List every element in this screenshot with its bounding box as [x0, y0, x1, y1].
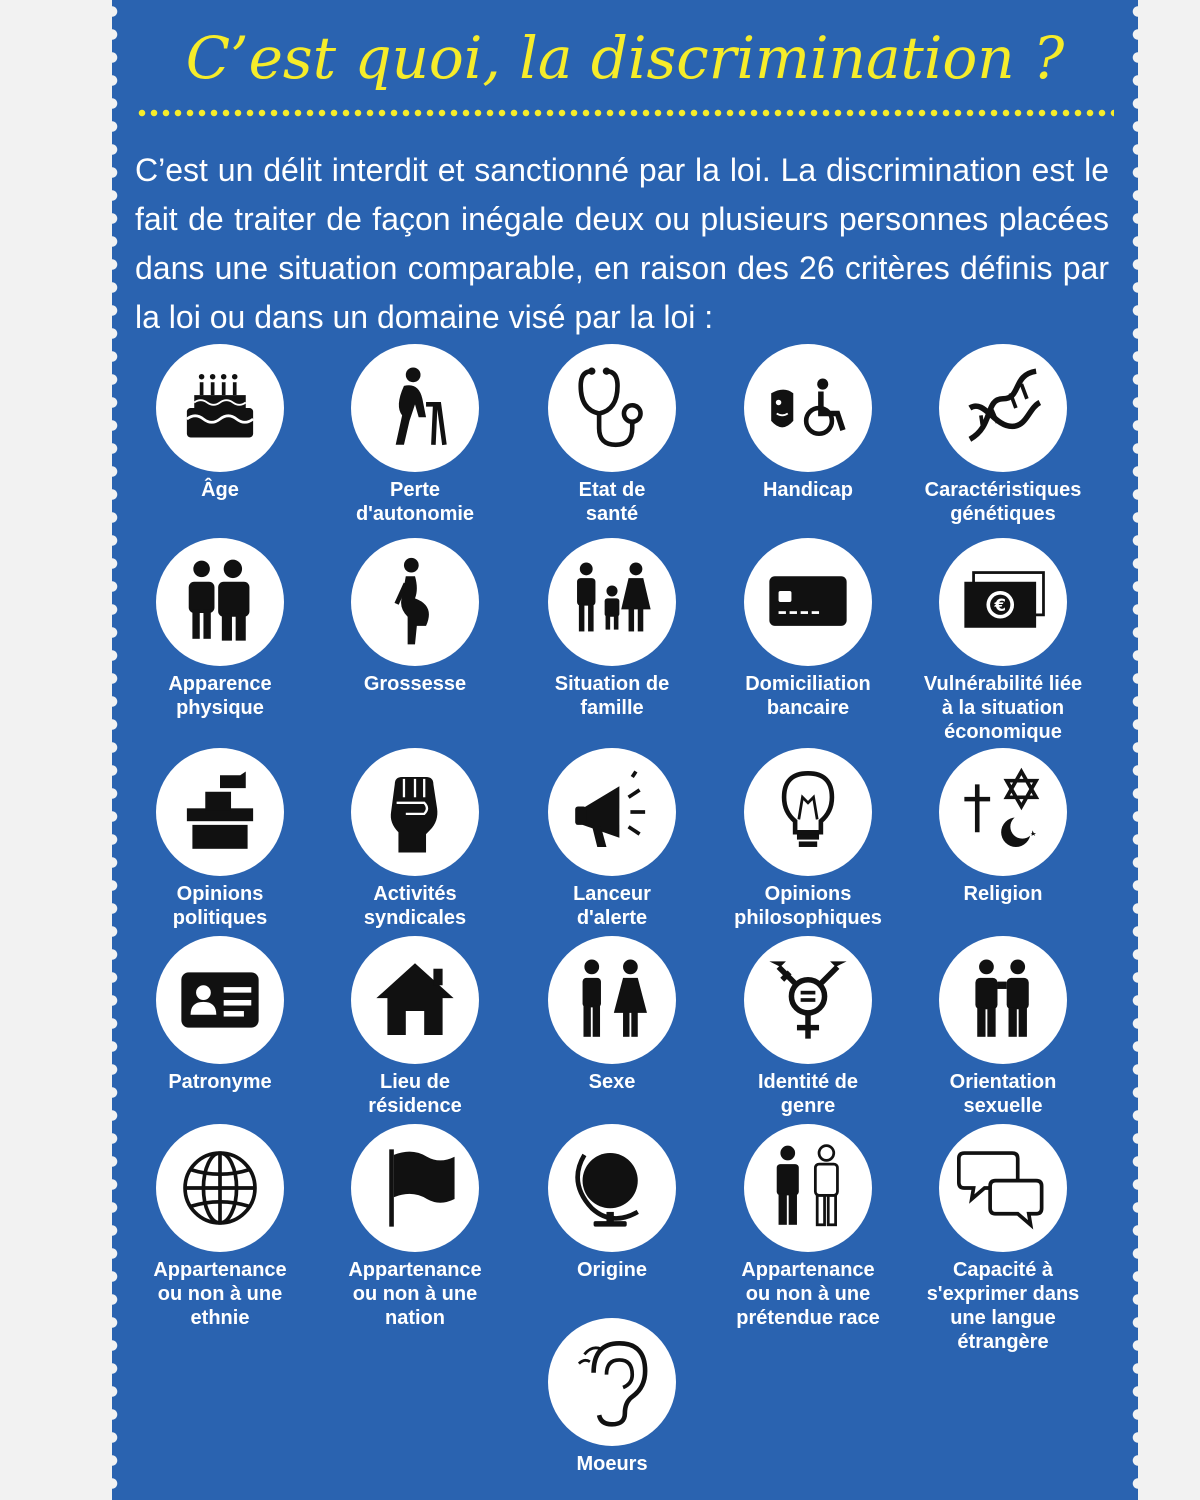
criterion-item: [908, 538, 1098, 744]
criterion-label: Religion: [963, 883, 1043, 905]
criterion-label: Vulnérabilité liée à la situation économique: [923, 673, 1083, 743]
criterion-item: [908, 344, 1098, 526]
pregnant-woman-icon: [351, 538, 479, 666]
criterion-item: [517, 1318, 707, 1476]
criterion-label: Apparence physique: [168, 673, 272, 719]
perforated-edge-right: [1131, 0, 1145, 1500]
criterion-item: [908, 1124, 1098, 1354]
house-icon: [351, 936, 479, 1064]
criterion-item: [713, 344, 903, 502]
raised-fist-icon: [351, 748, 479, 876]
dna-icon: [939, 344, 1067, 472]
criterion-label: Situation de famille: [554, 673, 670, 719]
criterion-item: [125, 1124, 315, 1330]
criterion-item: [517, 1124, 707, 1282]
criterion-item: [320, 538, 510, 696]
two-persons-icon: [744, 1124, 872, 1252]
criterion-label: Origine: [576, 1259, 647, 1281]
criterion-item: [713, 1124, 903, 1330]
handicap-icon: [744, 344, 872, 472]
criterion-item: [320, 936, 510, 1118]
criterion-item: [517, 344, 707, 526]
desk-globe-icon: [548, 1124, 676, 1252]
criterion-label: Perte d'autonomie: [355, 479, 475, 525]
page-title: C’est quoi, la discrimination ?: [185, 24, 1065, 92]
criterion-item: [713, 538, 903, 720]
criterion-item: [713, 936, 903, 1118]
criterion-item: [517, 748, 707, 930]
birthday-cake-icon: [156, 344, 284, 472]
criterion-label: Opinions philosophiques: [734, 883, 882, 929]
elderly-walker-icon: [351, 344, 479, 472]
criterion-label: Domiciliation bancaire: [745, 673, 871, 719]
criterion-item: [320, 1124, 510, 1330]
criterion-label: Handicap: [762, 479, 854, 501]
criterion-label: Caractéristiques génétiques: [924, 479, 1082, 525]
criterion-label: Grossesse: [363, 673, 467, 695]
criterion-item: [125, 748, 315, 930]
light-bulb-icon: [744, 748, 872, 876]
ear-icon: [548, 1318, 676, 1446]
criterion-item: [713, 748, 903, 930]
criterion-label: Appartenance ou non à une ethnie: [153, 1259, 287, 1329]
criterion-label: Capacité à s'exprimer dans une langue étrangère: [926, 1259, 1080, 1353]
criterion-item: [908, 936, 1098, 1118]
ballot-box-icon: [156, 748, 284, 876]
poster: [112, 0, 1138, 1500]
criterion-label: Moeurs: [576, 1453, 648, 1475]
criterion-label: Patronyme: [168, 1071, 272, 1093]
criterion-item: [125, 344, 315, 502]
criterion-label: Appartenance ou non à une nation: [348, 1259, 482, 1329]
flag-icon: [351, 1124, 479, 1252]
svg-text:€: €: [994, 596, 1006, 616]
criterion-item: [517, 936, 707, 1094]
criterion-item: [320, 748, 510, 930]
criterion-label: Opinions politiques: [172, 883, 268, 929]
two-men-icon: [156, 538, 284, 666]
bank-card-icon: [744, 538, 872, 666]
criterion-label: Lieu de résidence: [368, 1071, 462, 1117]
criterion-label: Appartenance ou non à une prétendue race: [736, 1259, 880, 1329]
euro-banknote-icon: [939, 538, 1067, 666]
criterion-label: Âge: [201, 479, 239, 501]
man-woman-icon: [548, 936, 676, 1064]
criterion-item: [125, 538, 315, 720]
intro-text: C’est un délit interdit et sanctionné par la loi. La discrimination est le fait de traiter de façon inégale deux ou plusieurs personnes placées dans une situation comparable, en raison des 26 critères définis par la loi ou dans un domaine visé par la loi :: [135, 152, 1109, 335]
criterion-item: [125, 936, 315, 1094]
family-icon: [548, 538, 676, 666]
perforated-edge-left: [105, 0, 119, 1500]
criterion-item: [908, 748, 1098, 906]
id-card-icon: [156, 936, 284, 1064]
criterion-label: Etat de santé: [578, 479, 646, 525]
speech-bubbles-icon: [939, 1124, 1067, 1252]
criterion-item: [517, 538, 707, 720]
transgender-symbol-icon: [744, 936, 872, 1064]
criterion-label: Sexe: [588, 1071, 636, 1093]
criterion-item: [320, 344, 510, 526]
criterion-label: Identité de genre: [757, 1071, 858, 1117]
stethoscope-icon: [548, 344, 676, 472]
globe-wireframe-icon: [156, 1124, 284, 1252]
criterion-label: Lanceur d'alerte: [573, 883, 651, 929]
criterion-label: Orientation sexuelle: [949, 1071, 1057, 1117]
criterion-label: Activités syndicales: [363, 883, 467, 929]
religion-symbols-icon: [939, 748, 1067, 876]
dotted-divider: [136, 109, 1114, 117]
same-sex-couple-icon: [939, 936, 1067, 1064]
megaphone-icon: [548, 748, 676, 876]
